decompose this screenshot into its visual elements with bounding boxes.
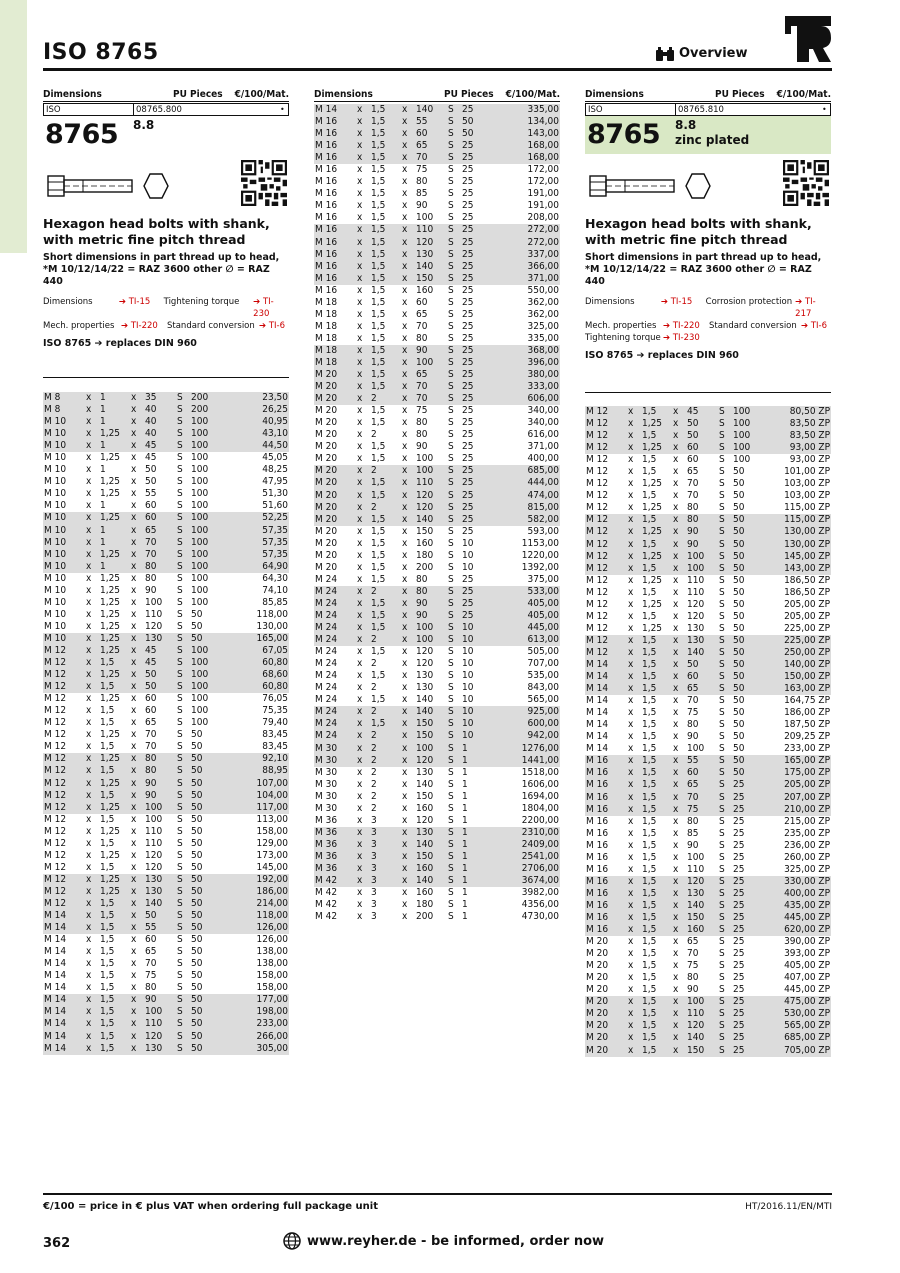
table-row: M 10 x 1 x 50 S 100 48,25 (44, 464, 288, 476)
table-row: M 36 x 3 x 120 S 1 2200,00 (315, 814, 559, 826)
table-row: M 14 x 1,5 x 50 S 50 140,00 ZP (586, 659, 830, 670)
table-row: M 16 x 1,5 x 100 S 25 208,00 (315, 212, 559, 224)
table-row: M 8 x 1 x 35 S 200 23,50 (44, 392, 288, 404)
table-row: M 30 x 2 x 130 S 1 1518,00 (315, 766, 559, 778)
table-row: M 24 x 1,5 x 80 S 25 375,00 (315, 573, 559, 585)
table-row: M 12 x 1,25 x 45 S 100 67,05 (44, 645, 288, 656)
table-row: M 36 x 3 x 130 S 1 2310,00 (315, 826, 559, 838)
table-row: M 12 x 1,5 x 140 S 50 250,00 ZP (586, 646, 830, 658)
table-row: M 20 x 1,5 x 120 S 25 565,00 ZP (586, 1020, 830, 1032)
section-tab (0, 0, 27, 253)
table-row: M 10 x 1 x 40 S 100 40,95 (44, 416, 288, 428)
footer-rule (43, 1193, 832, 1195)
table-row: M 16 x 1,5 x 110 S 25 272,00 (315, 224, 559, 236)
table-row: M 16 x 1,5 x 80 S 25 172,00 (315, 176, 559, 188)
table-row: M 14 x 1,5 x 90 S 50 209,25 ZP (586, 731, 830, 743)
table-row: M 12 x 1,25 x 70 S 50 83,45 (44, 729, 288, 741)
finish-label: zinc plated (675, 133, 750, 147)
footer-code: HT/2016.11/EN/MTI (745, 1202, 832, 1212)
overview-label: Overview (679, 46, 748, 61)
table-row: M 12 x 1,5 x 50 S 100 60,80 (44, 681, 288, 693)
brand-logo-icon (783, 16, 833, 64)
table-row: M 12 x 1,25 x 80 S 50 92,10 (44, 753, 288, 765)
table-row: M 16 x 1,5 x 150 S 25 371,00 (315, 272, 559, 284)
table-row: M 10 x 1,25 x 60 S 100 52,25 (44, 512, 288, 524)
table-row: M 24 x 1,5 x 130 S 10 535,00 (315, 670, 559, 682)
table-row: M 14 x 1,5 x 65 S 50 163,00 ZP (586, 683, 830, 695)
table-row: M 16 x 1,5 x 130 S 25 337,00 (315, 248, 559, 260)
table-row: M 16 x 1,5 x 120 S 25 330,00 ZP (586, 875, 830, 887)
table-row: M 12 x 1,25 x 130 S 50 225,00 ZP (586, 622, 830, 634)
ref-link[interactable]: ➔ TI-6 (259, 321, 285, 331)
table-row: M 16 x 1,5 x 75 S 25 172,00 (315, 164, 559, 176)
table-row: M 14 x 1,5 x 140 S 25 335,00 (315, 104, 559, 116)
table-row: M 20 x 1,5 x 70 S 25 333,00 (315, 381, 559, 393)
table-row: M 20 x 1,5 x 110 S 25 444,00 (315, 477, 559, 489)
table-row: M 14 x 1,5 x 80 S 50 158,00 (44, 982, 288, 994)
table-row: M 16 x 1,5 x 120 S 25 272,00 (315, 236, 559, 248)
qr-code-icon (783, 160, 829, 206)
standard-number: 8765 (587, 119, 661, 150)
table-row: M 10 x 1 x 45 S 100 44,50 (44, 440, 288, 452)
table-row: M 24 x 1,5 x 100 S 10 445,00 (315, 622, 559, 634)
table-row: M 20 x 1,5 x 100 S 25 400,00 (315, 453, 559, 465)
table-row: M 20 x 1,5 x 150 S 25 593,00 (315, 525, 559, 537)
table-row: M 14 x 1,5 x 60 S 50 126,00 (44, 934, 288, 946)
table-row: M 20 x 2 x 100 S 25 685,00 (315, 465, 559, 477)
table-row: M 12 x 1,5 x 65 S 100 79,40 (44, 717, 288, 729)
table-row: M 20 x 2 x 80 S 25 616,00 (315, 429, 559, 441)
left-column (43, 86, 289, 349)
table-row: M 18 x 1,5 x 65 S 25 362,00 (315, 308, 559, 320)
title-rule (43, 68, 832, 71)
table-row: M 20 x 1,5 x 110 S 25 530,00 ZP (586, 1008, 830, 1020)
table-row: M 12 x 1,5 x 65 S 50 101,00 ZP (586, 466, 830, 478)
table-row: M 30 x 2 x 160 S 1 1804,00 (315, 802, 559, 814)
table-row: M 36 x 3 x 160 S 1 2706,00 (315, 862, 559, 874)
table-row: M 20 x 1,5 x 75 S 25 405,00 ZP (586, 960, 830, 972)
table-row: M 20 x 1,5 x 70 S 25 393,00 ZP (586, 948, 830, 960)
left-table (43, 392, 289, 1055)
table-row: M 16 x 1,5 x 160 S 25 550,00 (315, 284, 559, 296)
table-row: M 10 x 1,25 x 130 S 50 165,00 (44, 632, 288, 644)
table-row: M 12 x 1,5 x 45 S 100 80,50 ZP (586, 406, 830, 418)
table-row: M 12 x 1,25 x 70 S 50 103,00 ZP (586, 478, 830, 490)
table-row: M 16 x 1,5 x 140 S 25 435,00 ZP (586, 899, 830, 911)
table-row: M 16 x 1,5 x 90 S 25 236,00 ZP (586, 839, 830, 851)
table-row: M 24 x 1,5 x 140 S 10 565,00 (315, 694, 559, 706)
product-description: Hexagon head bolts with shank, with metric fine pitch thread (585, 216, 812, 247)
table-row: M 42 x 3 x 200 S 1 4730,00 (315, 911, 559, 923)
table-row: M 24 x 2 x 140 S 10 925,00 (315, 706, 559, 718)
table-row: M 12 x 1,25 x 60 S 100 93,00 ZP (586, 442, 830, 454)
table-row: M 12 x 1,5 x 60 S 100 93,00 ZP (586, 454, 830, 466)
middle-column (314, 86, 560, 923)
footer-note: €/100 = price in € plus VAT when ordering full package unit (43, 1201, 378, 1212)
table-row: M 14 x 1,5 x 120 S 50 266,00 (44, 1030, 288, 1042)
table-row: M 14 x 1,5 x 65 S 50 138,00 (44, 946, 288, 958)
table-row: M 12 x 1,25 x 50 S 100 68,60 (44, 669, 288, 681)
table-row: M 20 x 2 x 120 S 25 815,00 (315, 501, 559, 513)
table-row: M 16 x 1,5 x 75 S 25 210,00 ZP (586, 803, 830, 815)
table-row: M 10 x 1 x 70 S 100 57,35 (44, 536, 288, 548)
table-row: M 18 x 1,5 x 60 S 25 362,00 (315, 296, 559, 308)
table-row: M 36 x 3 x 140 S 1 2409,00 (315, 838, 559, 850)
qr-code-icon (241, 160, 287, 206)
table-row: M 12 x 1,5 x 70 S 50 103,00 ZP (586, 490, 830, 502)
table-row: M 14 x 1,5 x 50 S 50 118,00 (44, 910, 288, 922)
table-row: M 24 x 1,5 x 150 S 10 600,00 (315, 718, 559, 730)
table-row: M 16 x 1,5 x 110 S 25 325,00 ZP (586, 863, 830, 875)
table-row: M 16 x 1,5 x 65 S 25 168,00 (315, 140, 559, 152)
table-row: M 30 x 2 x 140 S 1 1606,00 (315, 778, 559, 790)
reference-links: Dimensions ➔ TI-15 Tightening torque ➔ TI-230 Mech. properties ➔ TI-220 Standard conversion ➔ TI-6 (43, 296, 289, 332)
table-row: M 24 x 2 x 150 S 10 942,00 (315, 730, 559, 742)
table-row: M 24 x 1,5 x 120 S 10 505,00 (315, 646, 559, 658)
table-row: M 24 x 2 x 130 S 10 843,00 (315, 682, 559, 694)
product-subtext: Short dimensions in part thread up to head, *M 10/12/14/22 = RAZ 3600 other ∅ = RAZ 440 (585, 252, 822, 287)
table-row: M 12 x 1,25 x 80 S 50 115,00 ZP (586, 502, 830, 514)
table-row: M 14 x 1,5 x 110 S 50 233,00 (44, 1018, 288, 1030)
table-row: M 12 x 1,5 x 120 S 50 145,00 (44, 861, 288, 873)
table-row: M 16 x 1,5 x 60 S 50 175,00 ZP (586, 767, 830, 779)
table-row: M 12 x 1,5 x 110 S 50 186,50 ZP (586, 586, 830, 598)
table-row: M 14 x 1,5 x 70 S 50 164,75 ZP (586, 695, 830, 707)
ref-link[interactable]: ➔ TI-6 (801, 321, 827, 331)
table-row: M 10 x 1,25 x 70 S 100 57,35 (44, 548, 288, 560)
table-row: M 10 x 1,25 x 45 S 100 45,05 (44, 452, 288, 464)
table-row: M 30 x 2 x 150 S 1 1694,00 (315, 790, 559, 802)
article-number: 08765.810 (678, 104, 724, 115)
overview-link[interactable] (655, 46, 748, 61)
table-row: M 12 x 1,5 x 80 S 50 88,95 (44, 765, 288, 777)
column-header: Dimensions PU Pieces €/100/Mat. (43, 89, 289, 100)
table-row: M 16 x 1,5 x 160 S 25 620,00 ZP (586, 924, 830, 936)
table-row: M 10 x 1,25 x 50 S 100 47,95 (44, 476, 288, 488)
page-number: 362 (43, 1236, 71, 1251)
table-row: M 12 x 1,25 x 110 S 50 158,00 (44, 825, 288, 837)
right-column (585, 86, 831, 361)
table-row: M 12 x 1,25 x 100 S 50 117,00 (44, 801, 288, 813)
table-row: M 24 x 2 x 120 S 10 707,00 (315, 658, 559, 670)
binoculars-icon (655, 47, 675, 61)
table-row: M 20 x 1,5 x 160 S 10 1153,00 (315, 537, 559, 549)
table-row: M 10 x 1,25 x 120 S 50 130,00 (44, 620, 288, 632)
table-row: M 24 x 2 x 80 S 25 533,00 (315, 585, 559, 597)
table-row: M 20 x 1,5 x 120 S 25 474,00 (315, 489, 559, 501)
table-row: M 12 x 1,5 x 50 S 100 83,50 ZP (586, 430, 830, 442)
table-row: M 14 x 1,5 x 130 S 50 305,00 (44, 1042, 288, 1054)
table-row: M 10 x 1 x 60 S 100 51,60 (44, 500, 288, 512)
replaces-note: ISO 8765 ➔ replaces DIN 960 (43, 338, 197, 349)
table-row: M 42 x 3 x 180 S 1 4356,00 (315, 899, 559, 911)
table-row: M 16 x 1,5 x 130 S 25 400,00 ZP (586, 887, 830, 899)
table-row: M 14 x 1,5 x 75 S 50 158,00 (44, 970, 288, 982)
table-row: M 20 x 1,5 x 80 S 25 340,00 (315, 417, 559, 429)
table-row: M 16 x 1,5 x 90 S 25 191,00 (315, 200, 559, 212)
table-row: M 42 x 3 x 140 S 1 3674,00 (315, 875, 559, 887)
table-row: M 18 x 1,5 x 80 S 25 335,00 (315, 332, 559, 344)
table-row: M 20 x 1,5 x 75 S 25 340,00 (315, 405, 559, 417)
table-row: M 16 x 1,5 x 80 S 25 215,00 ZP (586, 815, 830, 827)
table-row: M 20 x 1,5 x 90 S 25 445,00 ZP (586, 984, 830, 996)
table-row: M 12 x 1,25 x 110 S 50 186,50 ZP (586, 574, 830, 586)
table-row: M 24 x 1,5 x 90 S 25 405,00 (315, 597, 559, 609)
table-row: M 12 x 1,5 x 80 S 50 115,00 ZP (586, 514, 830, 526)
table-row: M 20 x 1,5 x 140 S 25 582,00 (315, 513, 559, 525)
table-row: M 16 x 1,5 x 140 S 25 366,00 (315, 260, 559, 272)
replaces-note: ISO 8765 ➔ replaces DIN 960 (585, 350, 739, 361)
product-description: Hexagon head bolts with shank, with metric fine pitch thread (43, 216, 270, 247)
table-row: M 10 x 1,25 x 90 S 100 74,10 (44, 584, 288, 596)
table-row: M 12 x 1,5 x 140 S 50 214,00 (44, 897, 288, 909)
table-row: M 10 x 1,25 x 100 S 100 85,85 (44, 596, 288, 608)
table-row: M 12 x 1,25 x 60 S 100 76,05 (44, 693, 288, 705)
table-row: M 12 x 1,25 x 50 S 100 83,50 ZP (586, 418, 830, 430)
table-row: M 12 x 1,5 x 130 S 50 225,00 ZP (586, 634, 830, 646)
table-row: M 12 x 1,25 x 100 S 50 145,00 ZP (586, 550, 830, 562)
table-row: M 12 x 1,5 x 100 S 50 113,00 (44, 813, 288, 825)
table-row: M 20 x 1,5 x 100 S 25 475,00 ZP (586, 996, 830, 1008)
table-row: M 20 x 1,5 x 150 S 25 705,00 ZP (586, 1044, 830, 1056)
table-row: M 24 x 2 x 100 S 10 613,00 (315, 634, 559, 646)
table-row: M 12 x 1,5 x 90 S 50 130,00 ZP (586, 538, 830, 550)
table-row: M 18 x 1,5 x 100 S 25 396,00 (315, 357, 559, 368)
table-row: M 12 x 1,5 x 110 S 50 129,00 (44, 837, 288, 849)
table-row: M 16 x 1,5 x 60 S 50 143,00 (315, 128, 559, 140)
table-row: M 14 x 1,5 x 55 S 50 126,00 (44, 922, 288, 934)
ref-link[interactable]: ➔ TI-15 (118, 297, 151, 307)
ref-link[interactable]: ➔ TI-220 (663, 321, 700, 331)
table-row: M 16 x 1,5 x 150 S 25 445,00 ZP (586, 911, 830, 923)
table-row: M 10 x 1 x 65 S 100 57,35 (44, 524, 288, 536)
table-row: M 20 x 1,5 x 90 S 25 371,00 (315, 441, 559, 453)
table-row: M 12 x 1,25 x 120 S 50 205,00 ZP (586, 598, 830, 610)
table-row: M 12 x 1,5 x 120 S 50 205,00 ZP (586, 610, 830, 622)
table-row: M 14 x 1,5 x 70 S 50 138,00 (44, 958, 288, 970)
ref-link[interactable]: ➔ TI-220 (121, 321, 158, 331)
product-subtext: Short dimensions in part thread up to head, *M 10/12/14/22 = RAZ 3600 other ∅ = RAZ 440 (43, 252, 280, 287)
table-row: M 16 x 1,5 x 85 S 25 235,00 ZP (586, 827, 830, 839)
article-id-row: ISO 08765.800 • (43, 103, 289, 116)
table-row: M 10 x 1,25 x 40 S 100 43,10 (44, 428, 288, 440)
table-row: M 12 x 1,5 x 90 S 50 104,00 (44, 789, 288, 801)
table-row: M 14 x 1,5 x 100 S 50 233,00 ZP (586, 743, 830, 755)
table-row: M 18 x 1,5 x 70 S 25 325,00 (315, 320, 559, 332)
table-row: M 14 x 1,5 x 100 S 50 198,00 (44, 1006, 288, 1018)
page-title: ISO 8765 (43, 40, 159, 65)
standard-number: 8765 (45, 119, 119, 150)
table-row: M 10 x 1,25 x 110 S 50 118,00 (44, 608, 288, 620)
website-link[interactable]: www.reyher.de - be informed, order now (283, 1232, 604, 1250)
article-id-row: ISO 08765.810 • (585, 103, 831, 116)
table-row: M 16 x 1,5 x 55 S 50 165,00 ZP (586, 755, 830, 767)
table-row: M 20 x 2 x 70 S 25 606,00 (315, 393, 559, 405)
table-row: M 12 x 1,5 x 60 S 100 75,35 (44, 705, 288, 717)
table-row: M 12 x 1,25 x 130 S 50 186,00 (44, 885, 288, 897)
table-row: M 14 x 1,5 x 90 S 50 177,00 (44, 994, 288, 1006)
table-row: M 42 x 3 x 160 S 1 3982,00 (315, 887, 559, 899)
ref-link[interactable]: ➔ TI-230 (663, 333, 700, 343)
table-row: M 30 x 2 x 120 S 1 1441,00 (315, 754, 559, 766)
table-row: M 24 x 1,5 x 90 S 25 405,00 (315, 609, 559, 621)
property-class: 8.8 (675, 118, 697, 132)
column-header: Dimensions PU Pieces €/100/Mat. (314, 89, 560, 100)
table-row: M 12 x 1,25 x 130 S 50 192,00 (44, 873, 288, 885)
table-row: M 16 x 1,5 x 100 S 25 260,00 ZP (586, 851, 830, 863)
table-row: M 10 x 1,25 x 55 S 100 51,30 (44, 488, 288, 500)
table-row: M 20 x 1,5 x 200 S 10 1392,00 (315, 561, 559, 573)
table-row: M 16 x 1,5 x 70 S 25 168,00 (315, 152, 559, 164)
table-row: M 20 x 1,5 x 80 S 25 407,00 ZP (586, 972, 830, 984)
article-number: 08765.800 (136, 104, 182, 115)
bolt-drawing-icon (43, 166, 173, 206)
table-row: M 20 x 1,5 x 140 S 25 685,00 ZP (586, 1032, 830, 1044)
table-row: M 12 x 1,5 x 45 S 100 60,80 (44, 657, 288, 669)
column-header: Dimensions PU Pieces €/100/Mat. (585, 89, 831, 100)
table-row: M 18 x 1,5 x 90 S 25 368,00 (315, 344, 559, 356)
ref-link[interactable]: ➔ TI-217 (795, 297, 816, 319)
table-row: M 16 x 1,5 x 85 S 25 191,00 (315, 188, 559, 200)
table-row: M 14 x 1,5 x 80 S 50 187,50 ZP (586, 719, 830, 731)
table-row: M 20 x 1,5 x 65 S 25 390,00 ZP (586, 936, 830, 948)
table-row: M 16 x 1,5 x 70 S 25 207,00 ZP (586, 791, 830, 803)
table-row: M 10 x 1,25 x 80 S 100 64,30 (44, 572, 288, 584)
table-row: M 12 x 1,5 x 100 S 50 143,00 ZP (586, 562, 830, 574)
table-row: M 14 x 1,5 x 60 S 50 150,00 ZP (586, 671, 830, 683)
table-row: M 20 x 1,5 x 180 S 10 1220,00 (315, 549, 559, 561)
table-row: M 14 x 1,5 x 75 S 50 186,00 ZP (586, 707, 830, 719)
globe-icon (283, 1232, 301, 1250)
table-row: M 8 x 1 x 40 S 200 26,25 (44, 404, 288, 416)
ref-link[interactable]: ➔ TI-15 (660, 297, 693, 307)
table-row: M 20 x 1,5 x 65 S 25 380,00 (315, 369, 559, 381)
property-class: 8.8 (133, 118, 155, 132)
table-row: M 12 x 1,25 x 90 S 50 130,00 ZP (586, 526, 830, 538)
reference-links: Dimensions ➔ TI-15 Corrosion protection ➔ TI-217 Mech. properties ➔ TI-220 Standard conversion ➔ TI-6 Tightening torque ➔ TI-230 (585, 296, 831, 344)
table-row: M 30 x 2 x 100 S 1 1276,00 (315, 742, 559, 754)
table-row: M 12 x 1,25 x 90 S 50 107,00 (44, 777, 288, 789)
table-row: M 16 x 1,5 x 65 S 25 205,00 ZP (586, 779, 830, 791)
right-table (585, 406, 831, 1057)
bolt-drawing-icon (585, 166, 715, 206)
table-row: M 12 x 1,25 x 120 S 50 173,00 (44, 849, 288, 861)
table-row: M 12 x 1,5 x 70 S 50 83,45 (44, 741, 288, 753)
ref-link[interactable]: ➔ TI-230 (253, 297, 274, 319)
table-row: M 10 x 1 x 80 S 100 64,90 (44, 560, 288, 572)
table-row: M 36 x 3 x 150 S 1 2541,00 (315, 850, 559, 862)
table-row: M 16 x 1,5 x 55 S 50 134,00 (315, 116, 559, 128)
